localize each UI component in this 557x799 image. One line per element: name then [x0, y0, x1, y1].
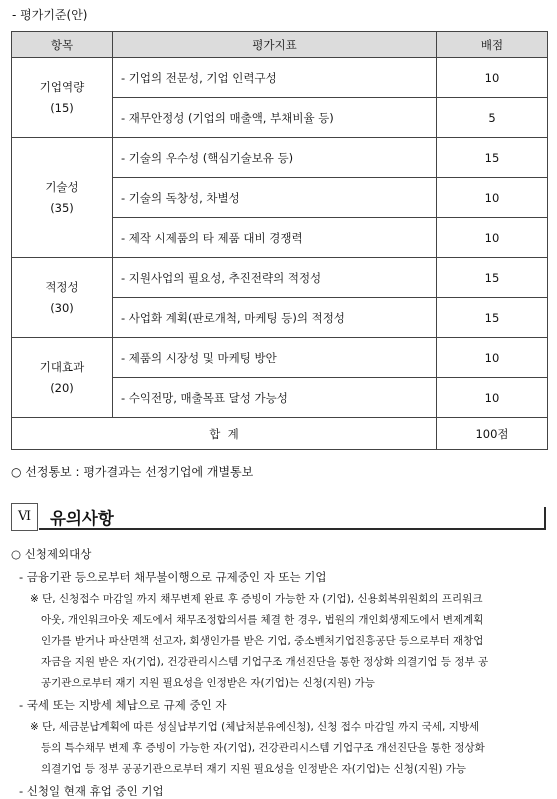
exception-note-line: 인가를 받거나 파산면책 선고자, 회생인가를 받은 기업, 중소벤처기업진흥공단 등으로부터 재창업 [41, 635, 484, 647]
category-name: 적정성 [45, 279, 79, 294]
category-name: 기술성 [45, 179, 79, 194]
evaluation-criteria-table [11, 31, 548, 450]
points-cell: 10 [437, 178, 548, 218]
points-cell: 5 [437, 98, 548, 138]
indicator-cell: - 제품의 시장성 및 마케팅 방안 [113, 338, 437, 378]
table-row [12, 338, 548, 378]
total-row [12, 418, 548, 450]
category-cell [12, 58, 113, 138]
header-indicator: 평가지표 [113, 32, 437, 58]
category-name: 기업역량 [39, 79, 85, 94]
header-category: 항목 [12, 32, 113, 58]
points-cell: 10 [437, 218, 548, 258]
exception-note-line: 자금을 지원 받은 자(기업), 건강관리시스템 기업구조 개선진단을 통한 정상화 의결기업 등 정부 공 [41, 656, 489, 668]
points-cell: 15 [437, 258, 548, 298]
category-cell [12, 138, 113, 258]
exclusion-item-financial: - 금융기관 등으로부터 채무불이행으로 규제중인 자 또는 기업 [19, 570, 327, 584]
exclusion-heading: ○ 신청제외대상 [11, 547, 92, 561]
exclusion-item-closed: - 신청일 현재 휴업 중인 기업 [19, 784, 164, 798]
points-cell: 10 [437, 58, 548, 98]
category-score: (30) [50, 300, 74, 315]
exception-note-line: 등의 특수채무 변제 후 증빙이 가능한 자(기업), 건강관리시스템 기업구조 개선진단을 통한 정상화 [41, 742, 485, 754]
points-cell: 15 [437, 138, 548, 178]
category-name: 기대효과 [39, 359, 85, 374]
indicator-cell: - 지원사업의 필요성, 추진전략의 적정성 [113, 258, 437, 298]
points-cell: 10 [437, 378, 548, 418]
indicator-cell: - 수익전망, 매출목표 달성 가능성 [113, 378, 437, 418]
section-header [11, 503, 546, 531]
category-score: (20) [50, 380, 74, 395]
points-cell: 10 [437, 338, 548, 378]
exception-note-line: 공기관으로부터 재기 지원 필요성을 인정받은 자(기업)는 신청(지원) 가능 [41, 677, 375, 689]
total-label: 합 계 [12, 418, 437, 450]
indicator-cell: - 제작 시제품의 타 제품 대비 경쟁력 [113, 218, 437, 258]
total-points: 100점 [437, 418, 548, 450]
exception-note-line: 의결기업 등 정부 공공기관으로부터 재기 지원 필요성을 인정받은 자(기업)는 신청(지원) 가능 [41, 763, 467, 775]
indicator-cell: - 기술의 우수성 (핵심기술보유 등) [113, 138, 437, 178]
points-cell: 15 [437, 298, 548, 338]
exception-note-line: ※ 단, 신청접수 마감일 까지 채무변제 완료 후 증빙이 가능한 자 (기업), 신용회복위원회의 프리워크 [30, 593, 483, 605]
header-points: 배점 [437, 32, 548, 58]
exception-note-line: 아웃, 개인워크아웃 제도에서 채무조정합의서를 체결 한 경우, 법원의 개인회생제도에서 변제계획 [41, 614, 484, 626]
table-row [12, 138, 548, 178]
table-row [12, 258, 548, 298]
indicator-cell: - 재무안정성 (기업의 매출액, 부채비율 등) [113, 98, 437, 138]
category-score: (35) [50, 200, 74, 215]
section-number: Ⅵ [11, 503, 38, 531]
table-row [12, 58, 548, 98]
table-header-row [12, 32, 548, 58]
section-underline [39, 528, 546, 530]
section-title: 유의사항 [50, 509, 114, 528]
exclusion-item-tax: - 국세 또는 지방세 체납으로 규제 중인 자 [19, 698, 227, 712]
selection-notice: ○ 선정통보 : 평가결과는 선정기업에 개별통보 [11, 465, 254, 479]
category-cell [12, 258, 113, 338]
indicator-cell: - 기술의 독창성, 차별성 [113, 178, 437, 218]
indicator-cell: - 사업화 계획(판로개척, 마케팅 등)의 적정성 [113, 298, 437, 338]
section-divider [544, 507, 546, 530]
indicator-cell: - 기업의 전문성, 기업 인력구성 [113, 58, 437, 98]
category-score: (15) [50, 100, 74, 115]
category-cell [12, 338, 113, 418]
page-heading: - 평가기준(안) [12, 8, 88, 22]
exception-note-line: ※ 단, 세금분납계획에 따른 성실납부기업 (체납처분유예신청), 신청 접수 마감일 까지 국세, 지방세 [30, 721, 480, 733]
